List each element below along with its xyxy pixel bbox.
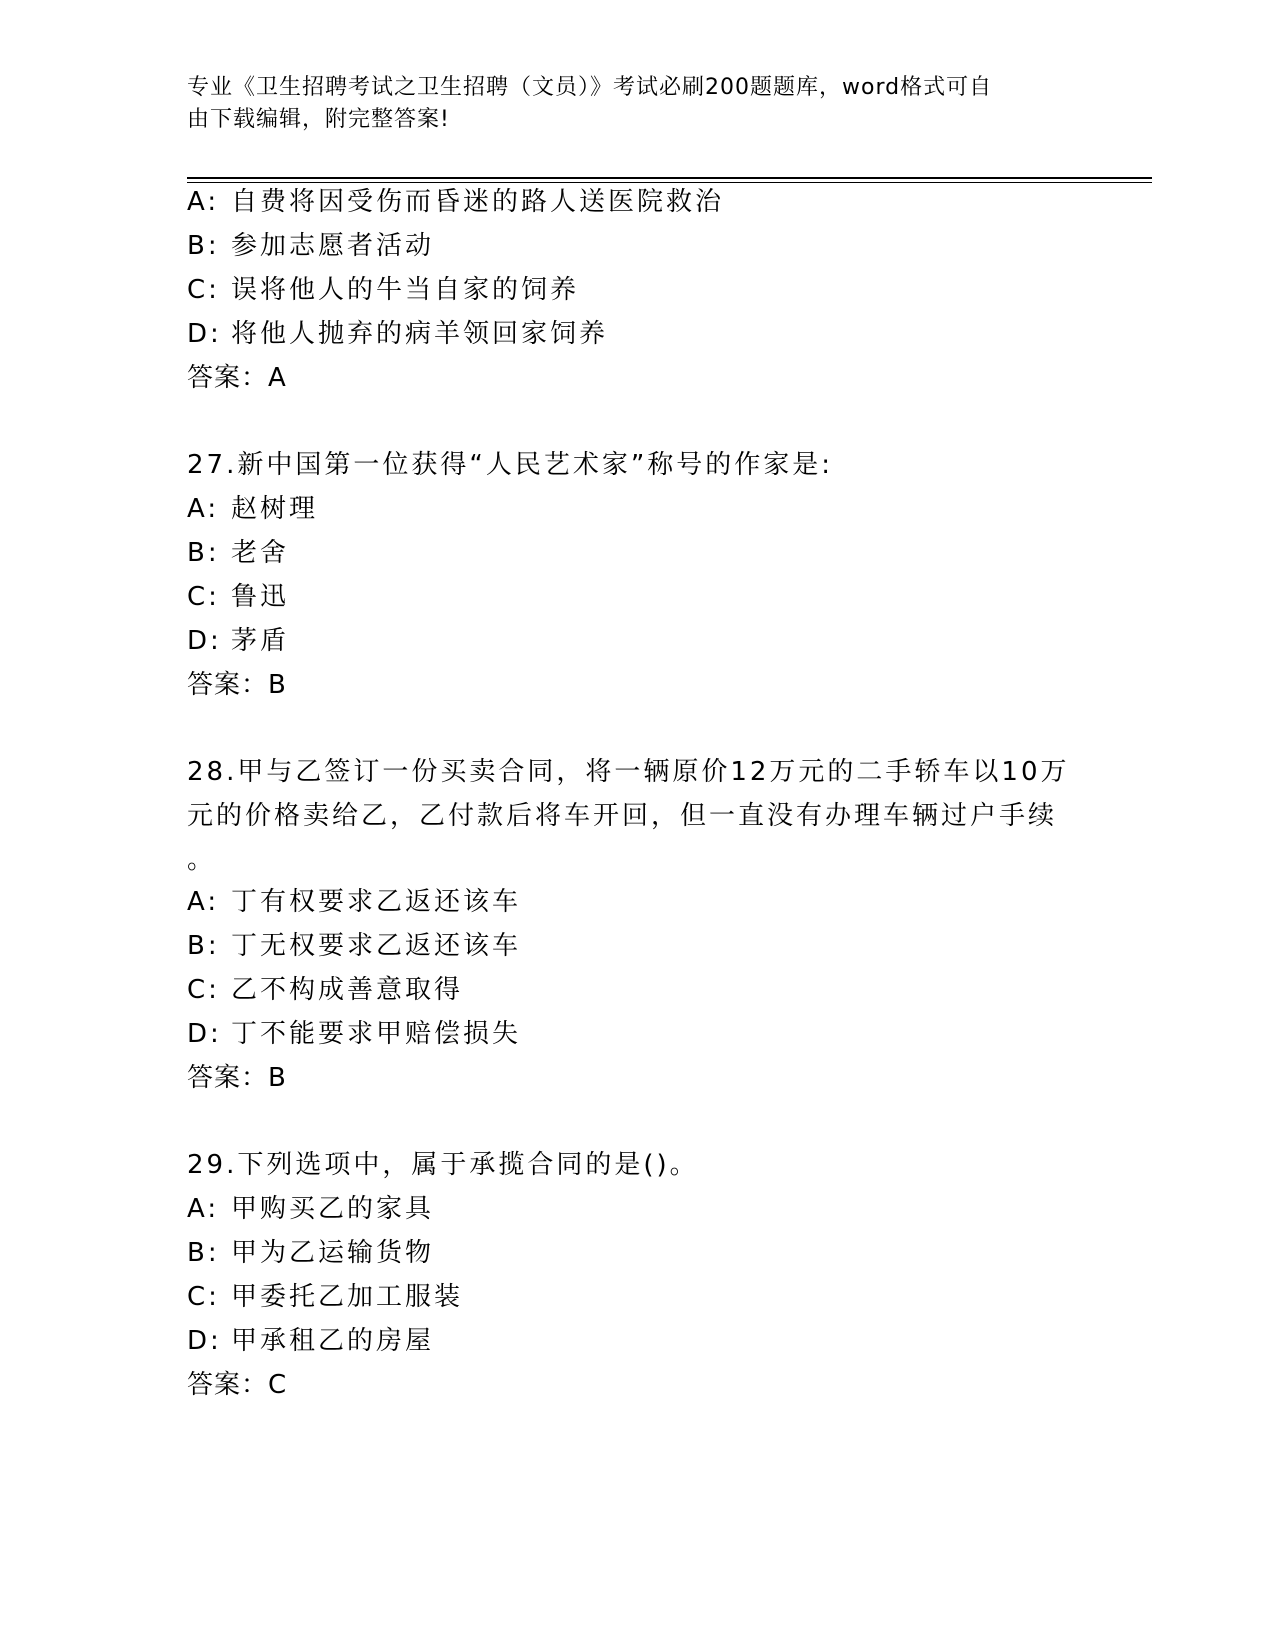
- q29-option-b: B: 甲为乙运输货物: [187, 1238, 435, 1268]
- q27-answer: 答案：B: [187, 670, 287, 700]
- q29-answer: 答案：C: [187, 1370, 288, 1400]
- document-header: [187, 72, 1067, 136]
- header-divider: [187, 177, 1152, 183]
- q29-option-c: C: 甲委托乙加工服装: [187, 1282, 464, 1312]
- q28-stem-line-2: 元的价格卖给乙，乙付款后将车开回，但一直没有办理车辆过户手续: [187, 801, 1058, 831]
- q26-option-b: B: 参加志愿者活动: [187, 231, 435, 261]
- q27-option-a: A: 赵树理: [187, 494, 319, 524]
- q27-option-c: C: 鲁迅: [187, 582, 290, 612]
- q28-option-c: C: 乙不构成善意取得: [187, 975, 464, 1005]
- q26-answer: 答案：A: [187, 363, 287, 393]
- header-line-1: 专业《卫生招聘考试之卫生招聘（文员）》考试必刷200题题库，word格式可自: [187, 75, 993, 100]
- header-line-2: 由下载编辑，附完整答案!: [187, 107, 450, 132]
- q28-option-d: D: 丁不能要求甲赔偿损失: [187, 1019, 522, 1049]
- q28-stem-line-1: 28.甲与乙签订一份买卖合同，将一辆原价12万元的二手轿车以10万: [187, 757, 1070, 787]
- q29-option-a: A: 甲购买乙的家具: [187, 1194, 435, 1224]
- q28-answer: 答案：B: [187, 1063, 287, 1093]
- q29-stem: 29.下列选项中，属于承揽合同的是()。: [187, 1150, 699, 1180]
- q27-option-d: D: 茅盾: [187, 626, 290, 656]
- q28-option-a: A: 丁有权要求乙返还该车: [187, 887, 522, 917]
- q28-option-b: B: 丁无权要求乙返还该车: [187, 931, 522, 961]
- q28-stem-line-3: 。: [187, 845, 217, 875]
- q29-option-d: D: 甲承租乙的房屋: [187, 1326, 435, 1356]
- q26-option-d: D: 将他人抛弃的病羊领回家饲养: [187, 319, 609, 349]
- q26-option-c: C: 误将他人的牛当自家的饲养: [187, 275, 580, 305]
- q26-option-a: A: 自费将因受伤而昏迷的路人送医院救治: [187, 187, 725, 217]
- q27-stem: 27.新中国第一位获得“人民艺术家”称号的作家是:: [187, 450, 834, 480]
- q27-option-b: B: 老舍: [187, 538, 290, 568]
